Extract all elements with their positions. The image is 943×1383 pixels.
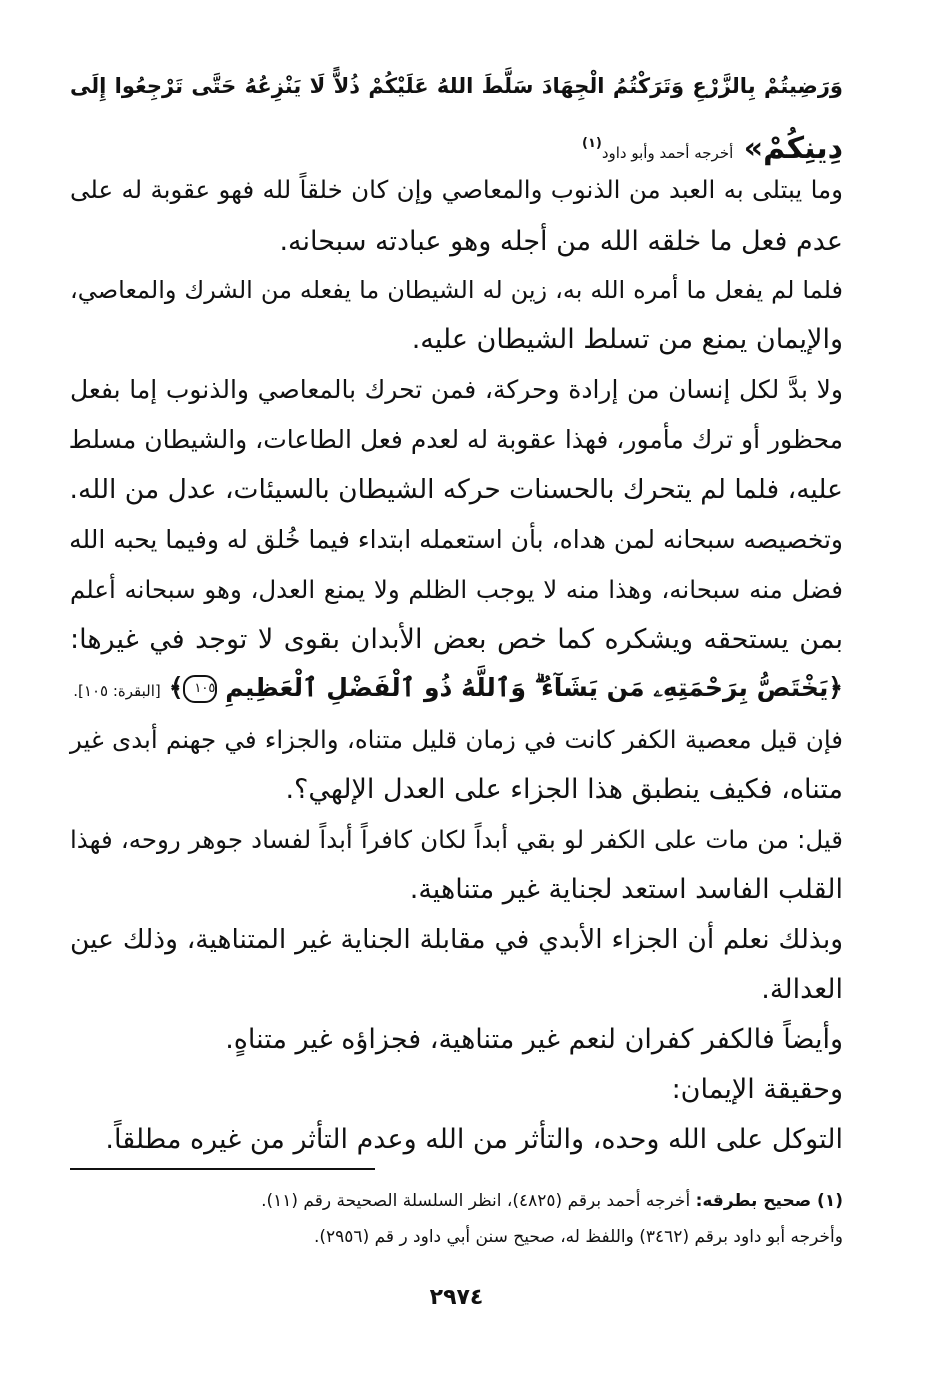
footnote-1-text: أخرجه أحمد برقم (٤٨٢٥)، انظر السلسلة الصحيحة رقم (١١). — [261, 1191, 691, 1211]
paragraph-5-line-1: فإن قيل معصية الكفر كانت في زمان قليل متناه، والجزاء في جهنم أبدى غير — [70, 725, 843, 754]
paragraph-4-line-1: وتخصيصه سبحانه لمن هداه، بأن استعمله ابتداء فيما خُلق له وفيما يحبه الله — [69, 525, 843, 554]
footnote-separator — [70, 1168, 375, 1170]
paragraph-2-line-1: فلما لم يفعل ما أمره الله به، زين له الشيطان ما يفعله من الشرك والمعاصي، — [70, 276, 843, 304]
paragraph-4-line-3: بمن يستحقه ويشكره كما خص بعض الأبدان بقوى لا توجد في غيرها: — [70, 624, 843, 655]
footnote-2: وأخرجه أبو داود برقم (٣٤٦٢) واللفظ له، صحيح سنن أبي داود ر قم (٢٩٥٦). — [313, 1227, 843, 1247]
footnote-marker: (١) — [582, 136, 602, 151]
paragraph-6-line-2: القلب الفاسد استعد لجناية غير متناهية. — [409, 874, 843, 905]
paragraph-3-line-2: محظور أو ترك مأمور، فهذا عقوبة له لعدم فعل الطاعات، والشيطان مسلط — [68, 425, 843, 454]
paragraph-1-line-2: عدم فعل ما خلقه الله من أجله وهو عبادته سبحانه. — [279, 226, 843, 257]
hadith-line-1: وَرَضِيتُمْ بِالزَّرْعِ وَتَرَكْتُمُ الْجِهَادَ سَلَّطَ اللهُ عَلَيْكُمْ ذُلاًّ لَا يَنْزِعُهُ حَتَّى تَرْجِعُوا إِلَى — [70, 74, 843, 98]
page-number: ٢٩٧٤ — [429, 1285, 484, 1310]
ayah-number-badge: ١٠٥ — [183, 675, 217, 703]
paragraph-3-line-3: عليه، فلما لم يتحرك بالحسنات حركه الشيطان بالسيئات، عدل من الله. — [69, 474, 843, 505]
hadith-source: أخرجه أحمد وأبو داود — [601, 144, 734, 162]
footnote-1 — [70, 1186, 843, 1216]
quran-verse-line — [70, 660, 843, 716]
quran-close-bracket: ﴾ — [168, 673, 184, 702]
quran-verse: ﴿يَخْتَصُّ بِرَحْمَتِهِۦ مَن يَشَآءُ ۗ وَٱللَّهُ ذُو ٱلْفَضْلِ ٱلْعَظِيمِ — [225, 673, 843, 702]
paragraph-7-line-2: العدالة. — [761, 974, 843, 1005]
paragraph-3-line-1: ولا بدَّ لكل إنسان من إرادة وحركة، فمن تحرك بالمعاصي والذنوب إما بفعل — [70, 375, 843, 404]
paragraph-7-line-1: وبذلك نعلم أن الجزاء الأبدي في مقابلة الجناية غير المتناهية، وذلك عين — [70, 924, 843, 955]
paragraph-9-heading: وحقيقة الإيمان: — [671, 1074, 843, 1105]
paragraph-8: وأيضاً فالكفر كفران لنعم غير متناهية، فجزاؤه غير متناهٍ. — [225, 1024, 843, 1055]
book-page — [70, 0, 843, 1383]
paragraph-9-body: التوكل على الله وحده، والتأثر من الله وعدم التأثر من غيره مطلقاً. — [105, 1124, 843, 1155]
paragraph-4-line-2: فضل منه سبحانه، وهذا منه لا يوجب الظلم ولا يمنع العدل، وهو سبحانه أعلم — [70, 575, 843, 604]
hadith-ending: دِينِكُمْ» — [743, 131, 843, 166]
paragraph-2-line-2: والإيمان يمنع من تسلط الشيطان عليه. — [411, 324, 843, 355]
footnote-1-label: (١) صحيح بطرقه: — [695, 1191, 843, 1211]
paragraph-5-line-2: متناه، فكيف ينطبق هذا الجزاء على العدل الإلهي؟. — [285, 774, 843, 805]
paragraph-1-line-1: وما يبتلى به العبد من الذنوب والمعاصي وإن كان خلقاً لله فهو عقوبة له على — [70, 175, 843, 204]
quran-reference: [البقرة: ١٠٥]. — [73, 682, 161, 700]
paragraph-6-line-1: قيل: من مات على الكفر لو بقي أبداً لكان كافراً أبداً لفساد جوهر روحه، فهذا — [70, 825, 843, 854]
